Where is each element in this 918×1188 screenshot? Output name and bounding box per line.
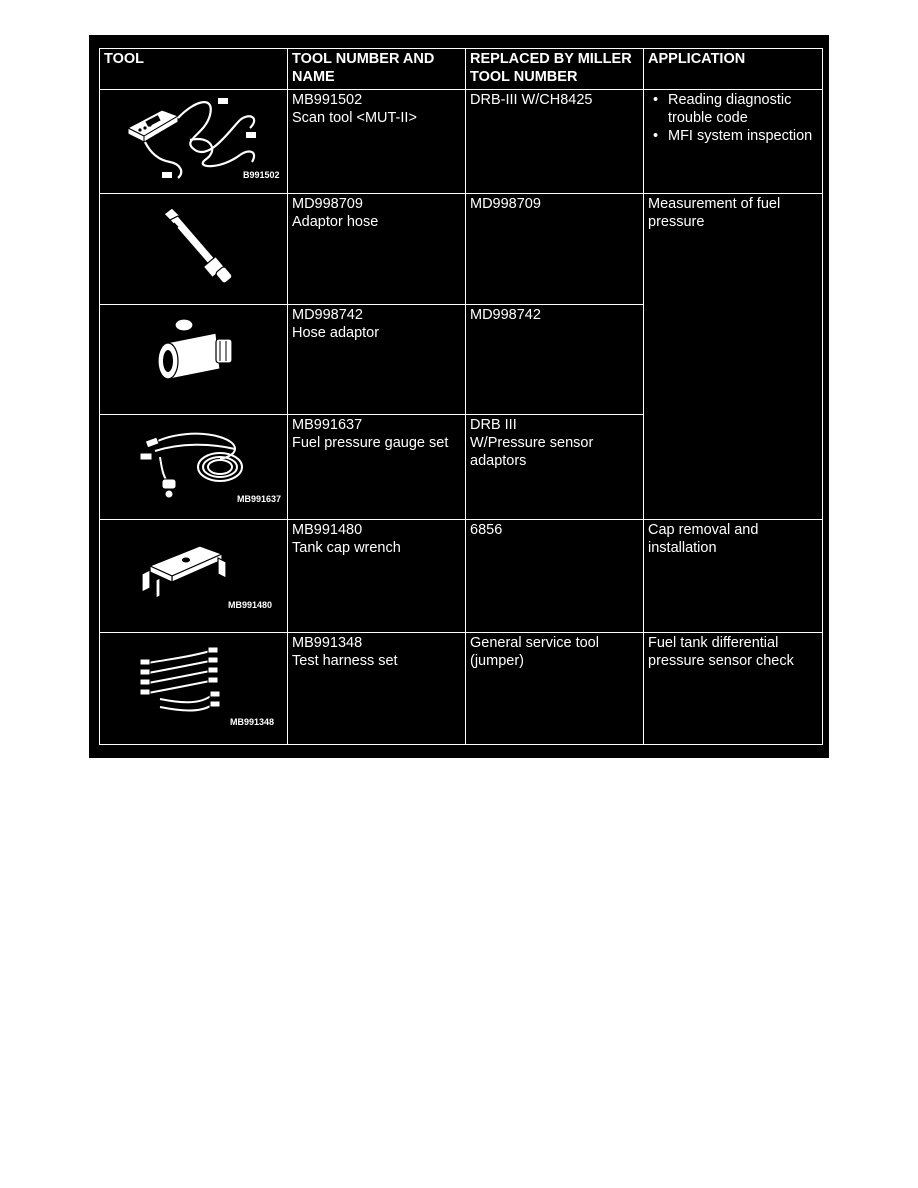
header-miller-number: REPLACED BY MILLER TOOL NUMBER bbox=[466, 49, 644, 90]
miller-number-cell: DRB III W/Pressure sensor adaptors bbox=[466, 415, 644, 520]
tool-table-panel bbox=[89, 35, 829, 758]
scan-tool-icon bbox=[100, 90, 286, 193]
tool-number-cell: MB991637 Fuel pressure gauge set bbox=[288, 415, 466, 520]
tool-image-cell bbox=[100, 520, 288, 633]
tool-image-label: B991502 bbox=[243, 170, 280, 180]
tool-image-label: MB991348 bbox=[230, 717, 275, 727]
table-row bbox=[100, 90, 823, 194]
application-cell: Cap removal and installation bbox=[644, 520, 823, 633]
application-item: • Reading diagnostic trouble code bbox=[668, 91, 818, 127]
table-row bbox=[100, 520, 823, 633]
miller-number-cell: 6856 bbox=[466, 520, 644, 633]
tool-number-cell: MD998742 Hose adaptor bbox=[288, 305, 466, 415]
tank-cap-wrench-icon bbox=[100, 520, 286, 632]
fuel-pressure-gauge-icon bbox=[100, 415, 286, 519]
special-tools-table bbox=[99, 48, 823, 745]
tool-number-cell: MB991480 Tank cap wrench bbox=[288, 520, 466, 633]
header-tool-number-name: TOOL NUMBER AND NAME bbox=[288, 49, 466, 90]
test-harness-icon bbox=[100, 633, 286, 744]
application-cell: Measurement of fuel pressure bbox=[644, 194, 823, 520]
adaptor-hose-icon bbox=[100, 194, 286, 304]
tool-image-cell bbox=[100, 415, 288, 520]
miller-number-cell: General service tool (jumper) bbox=[466, 633, 644, 745]
tool-number-cell: MD998709 Adaptor hose bbox=[288, 194, 466, 305]
table-row bbox=[100, 633, 823, 745]
tool-number-cell: MB991348 Test harness set bbox=[288, 633, 466, 745]
table-row bbox=[100, 194, 823, 305]
table-header-row bbox=[100, 49, 823, 90]
tool-image-cell bbox=[100, 90, 288, 194]
header-application: APPLICATION bbox=[644, 49, 823, 90]
application-item: • MFI system inspection bbox=[668, 127, 818, 145]
tool-image-label: MB991480 bbox=[228, 600, 273, 610]
application-cell bbox=[644, 90, 823, 194]
miller-number-cell: MD998742 bbox=[466, 305, 644, 415]
hose-adaptor-icon bbox=[100, 305, 286, 414]
header-tool: TOOL bbox=[100, 49, 288, 90]
tool-number-cell: MB991502 Scan tool <MUT-II> bbox=[288, 90, 466, 194]
tool-image-cell bbox=[100, 633, 288, 745]
tool-image-cell bbox=[100, 305, 288, 415]
miller-number-cell: MD998709 bbox=[466, 194, 644, 305]
tool-image-label: MB991637 bbox=[237, 494, 282, 504]
tool-image-cell bbox=[100, 194, 288, 305]
miller-number-cell: DRB-III W/CH8425 bbox=[466, 90, 644, 194]
application-cell: Fuel tank differential pressure sensor check bbox=[644, 633, 823, 745]
